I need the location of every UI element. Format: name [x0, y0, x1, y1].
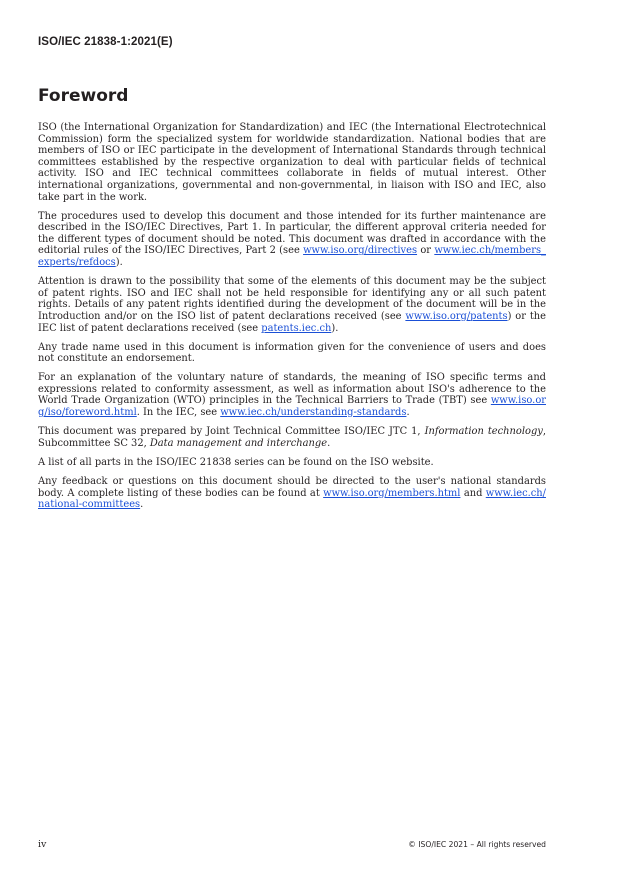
emphasis-subcommittee: Data management and interchange	[149, 437, 328, 449]
link-iec-patents[interactable]: patents.iec.ch	[261, 322, 332, 334]
paragraph-voluntary-nature	[38, 372, 546, 418]
text: ).	[115, 257, 123, 269]
text: Any feedback or questions on this document should be directed to the user's national standards body. A complete listing of these bodies can be found at	[38, 475, 546, 499]
text: This document was prepared by Joint Technical Committee ISO/IEC JTC 1,	[38, 426, 425, 438]
text: . In the IEC, see	[136, 407, 221, 419]
text: ) or the IEC list of patent declarations received (see	[38, 310, 547, 334]
text: ).	[331, 322, 339, 334]
text: For an explanation of the voluntary nature of standards, the meaning of ISO specific terms and expressions related to conformity assessment, as well as information about ISO's adherence to the World Trade Organization (WTO) principles in the Technical Barriers to Trade (TBT) see	[38, 372, 546, 407]
text: , Subcommittee SC 32,	[38, 426, 546, 449]
paragraph-procedures	[38, 211, 546, 269]
text: and	[460, 487, 486, 499]
emphasis-committee: Information technology	[424, 426, 543, 438]
link-iec-understanding-standards[interactable]: www.iec.ch/understanding-standards	[220, 407, 407, 419]
link-iec-national-committees[interactable]: www.iec.ch/national-committees	[38, 487, 546, 511]
paragraph-trade-name: Any trade name used in this document is information given for the convenience of users and does not constitute an endorsement.	[38, 341, 546, 365]
link-iec-refdocs[interactable]: www.iec.ch/members_experts/refdocs	[38, 245, 546, 269]
link-iso-members[interactable]: www.iso.org/members.html	[323, 487, 461, 499]
link-iso-foreword[interactable]: www.iso.org/iso/foreword.html	[38, 395, 546, 419]
page-title: Foreword	[38, 86, 129, 106]
paragraph-prepared-by	[38, 426, 546, 449]
text: or	[417, 245, 435, 257]
copyright-notice: © ISO/IEC 2021 – All rights reserved	[408, 840, 546, 849]
paragraph-organizations: ISO (the International Organization for Standardization) and IEC (the International Electrotechnical Commission) form the specialized system for worldwide standardization. National bodies that are members of ISO or IEC participate in the development of International Standards through technical committees established by the respective organization to deal with particular fields of technical activity. ISO and IEC technical committees collaborate in fields of mutual interest. Other international organizations, governmental and non-governmental, in liaison with ISO and IEC, also take part in the work.	[38, 122, 546, 203]
document-identifier: ISO/IEC 21838-1:2021(E)	[38, 36, 173, 48]
text: .	[327, 437, 331, 449]
page-number: iv	[38, 839, 47, 850]
paragraph-parts-list: A list of all parts in the ISO/IEC 21838 series can be found on the ISO website.	[38, 456, 434, 468]
text: .	[140, 499, 144, 511]
text: Attention is drawn to the possibility that some of the elements of this document may be the subject of patent rights. ISO and IEC shall not be held responsible for identifying any or all such patent rights. Details of any patent rights identified during the development of the document will be in the Introduction and/or on the ISO list of patent declarations received (see	[38, 276, 546, 322]
text: The procedures used to develop this document and those intended for its further maintenance are described in the ISO/IEC Directives, Part 1. In particular, the different approval criteria needed for the different types of document should be noted. This document was drafted in accordance with the editorial rules of the ISO/IEC Directives, Part 2 (see	[38, 210, 546, 257]
paragraph-feedback	[38, 476, 546, 511]
link-iso-directives[interactable]: www.iso.org/directives	[303, 245, 418, 257]
text: .	[406, 407, 410, 419]
foreword-body	[38, 122, 546, 518]
link-iso-patents[interactable]: www.iso.org/patents	[405, 310, 508, 322]
paragraph-patents	[38, 276, 546, 334]
